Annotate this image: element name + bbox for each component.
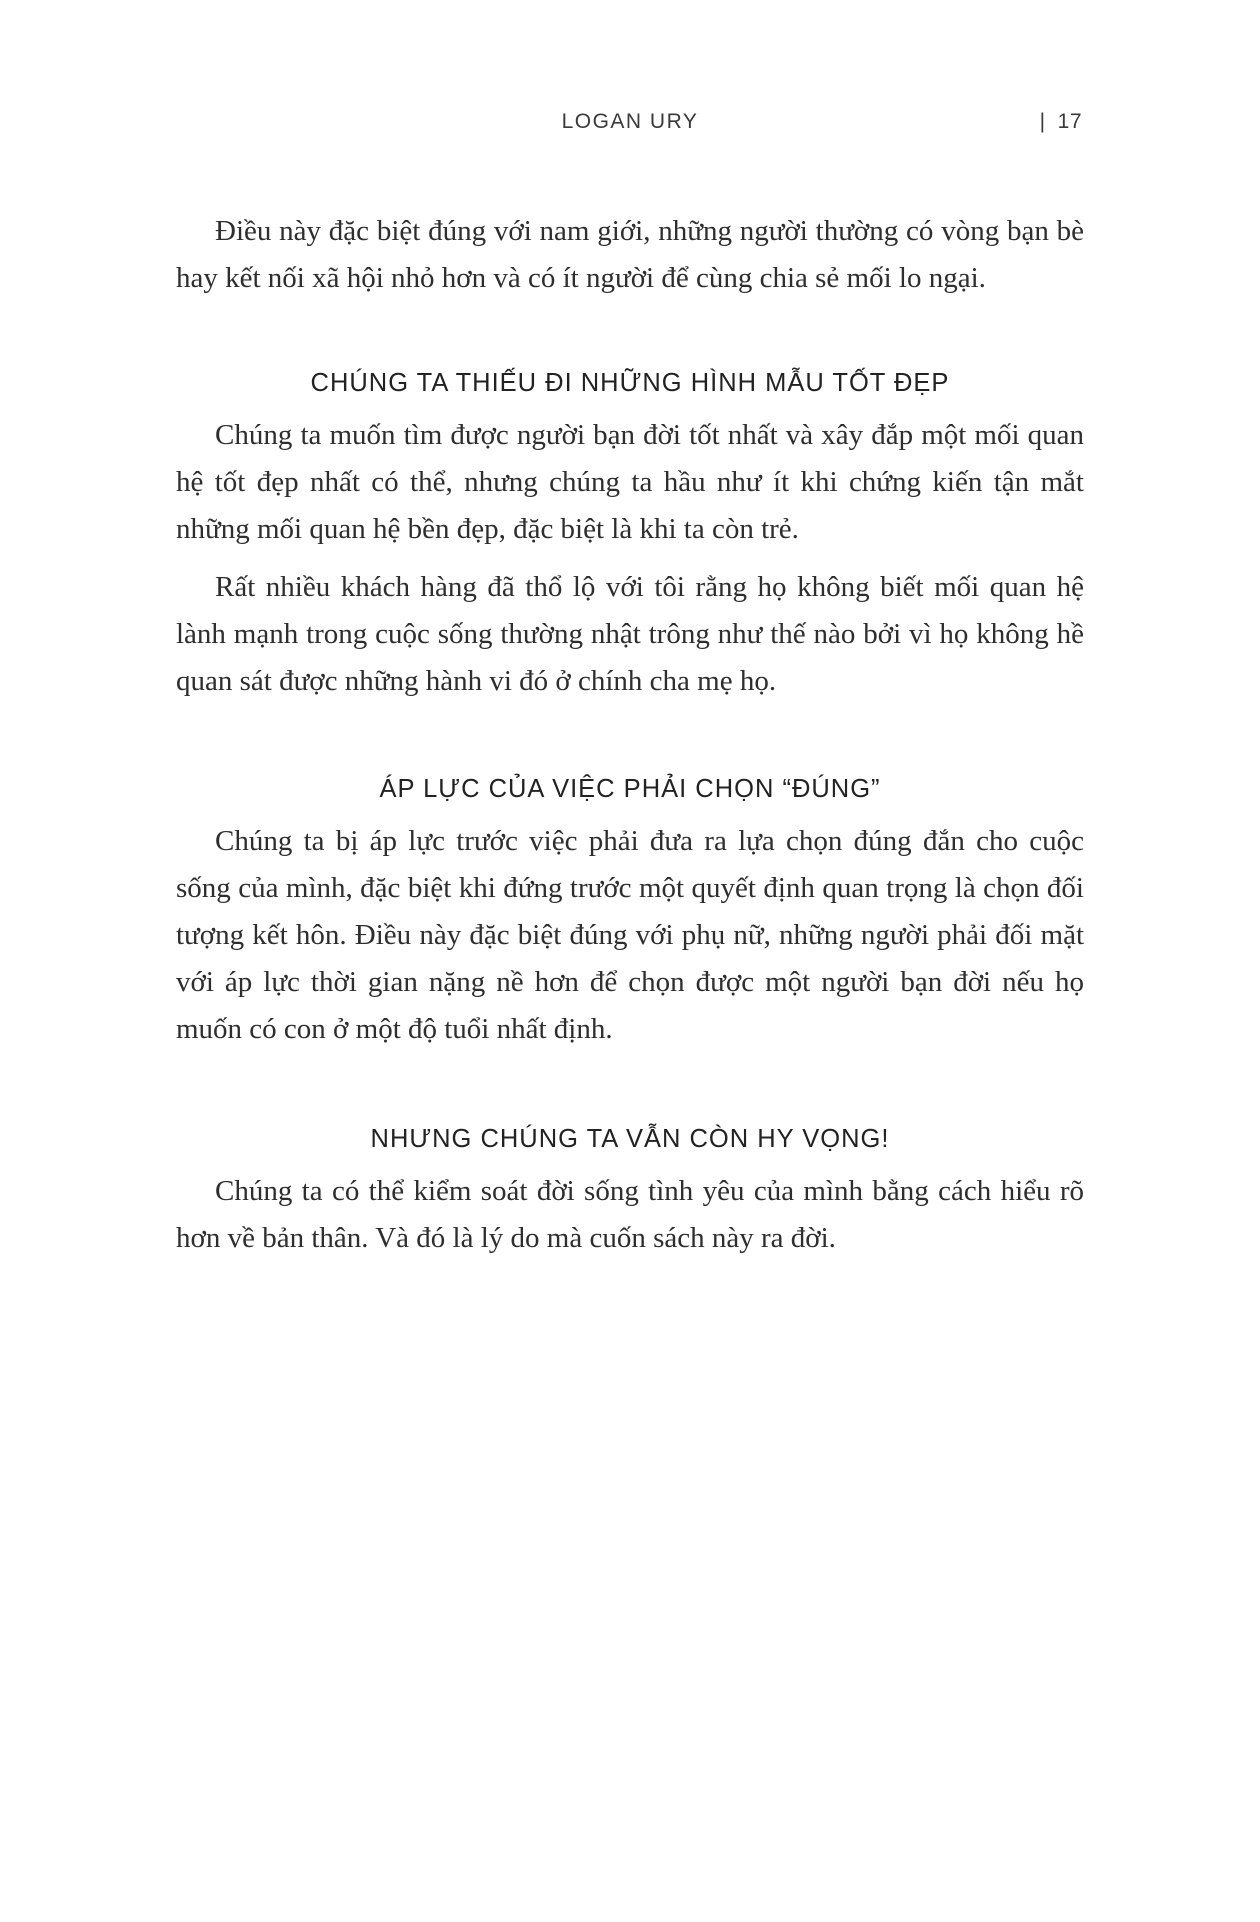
paragraph-role-models-2: Rất nhiều khách hàng đã thổ lộ với tôi rằng họ không biết mối quan hệ lành mạnh trong cuộc sống thường nhật trông như thế nào bởi vì họ không hề quan sát được những hành vi đó ở chính cha mẹ họ.: [176, 571, 1084, 697]
page-number: 17: [1057, 110, 1082, 133]
paragraph-pressure-1: Chúng ta bị áp lực trước việc phải đưa ra lựa chọn đúng đắn cho cuộc sống của mình, đặc biệt khi đứng trước một quyết định quan trọng là chọn đối tượng kết hôn. Điều này đặc biệt đúng với phụ nữ, những người phải đối mặt với áp lực thời gian nặng nề hơn để chọn được một người bạn đời nếu họ muốn có con ở một độ tuổi nhất định.: [176, 825, 1084, 1045]
running-header: [0, 110, 1260, 142]
paragraph-role-models-1: Chúng ta muốn tìm được người bạn đời tốt nhất và xây đắp một mối quan hệ tốt đẹp nhất có thể, nhưng chúng ta hầu như ít khi chứng kiến tận mắt những mối quan hệ bền đẹp, đặc biệt là khi ta còn trẻ.: [176, 419, 1084, 545]
page-body: [176, 208, 1084, 1273]
paragraph-hope-1: Chúng ta có thể kiểm soát đời sống tình yêu của mình bằng cách hiểu rõ hơn về bản thân. Và đó là lý do mà cuốn sách này ra đời.: [176, 1175, 1084, 1254]
page-folio: [1040, 110, 1082, 134]
section-heading-hope: NHƯNG CHÚNG TA VẪN CÒN HY VỌNG!: [370, 1125, 890, 1153]
section-heading-pressure: ÁP LỰC CỦA VIỆC PHẢI CHỌN “ĐÚNG”: [379, 775, 881, 803]
intro-paragraph: Điều này đặc biệt đúng với nam giới, những người thường có vòng bạn bè hay kết nối xã hội nhỏ hơn và có ít người để cùng chia sẻ mối lo ngại.: [176, 215, 1084, 294]
section-heading-role-models: CHÚNG TA THIẾU ĐI NHỮNG HÌNH MẪU TỐT ĐẸP: [310, 369, 950, 397]
folio-separator: |: [1039, 110, 1046, 133]
running-head-author: LOGAN URY: [561, 110, 699, 133]
